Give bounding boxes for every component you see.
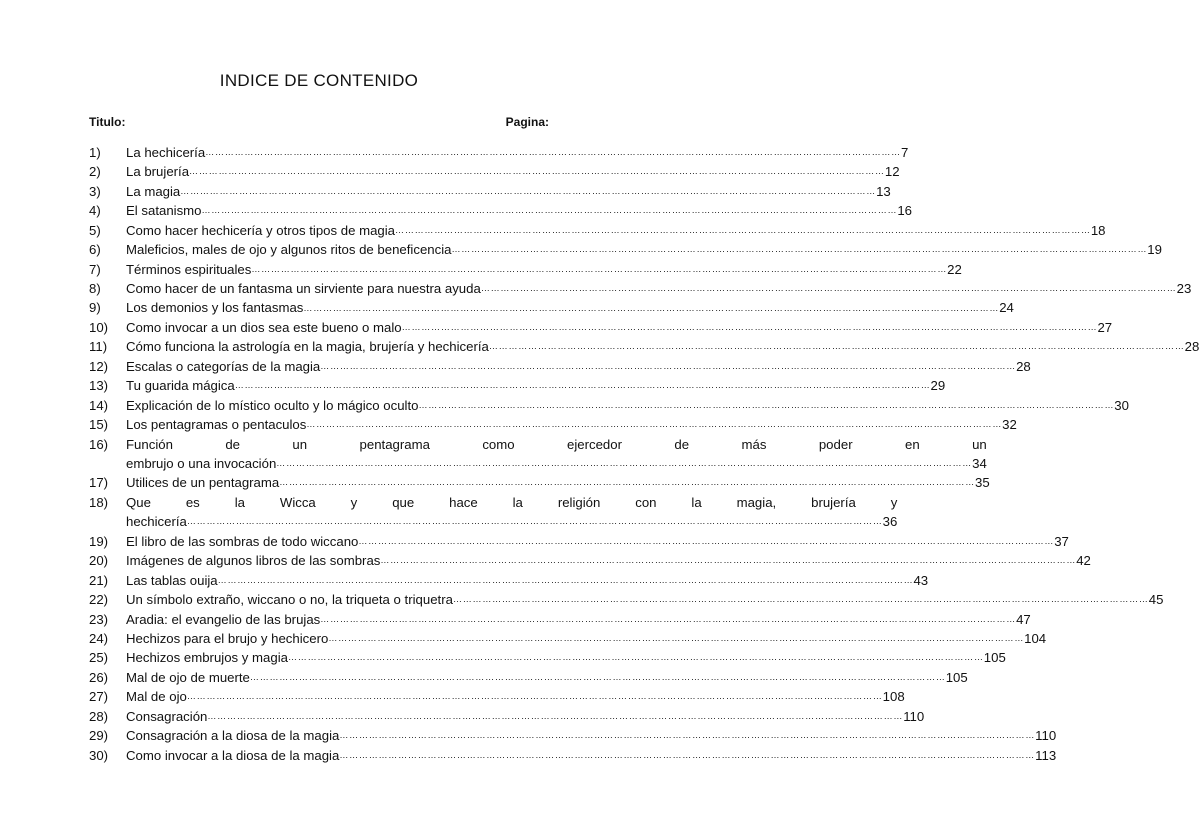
dot-leader (418, 396, 1114, 415)
toc-entry-number: 8) (89, 281, 101, 297)
toc-entry-title: Mal de ojo de muerte (126, 669, 250, 685)
toc-entry-number: 29) (89, 728, 109, 744)
toc-entry-page: 27 (1097, 319, 1113, 335)
toc-entry (89, 279, 1192, 298)
toc-entry-page: 22 (947, 261, 962, 277)
toc-entry (89, 260, 962, 279)
toc-entry-page: 34 (972, 455, 987, 471)
toc-entry-number: 11) (89, 339, 108, 355)
dot-leader (218, 571, 914, 590)
toc-entry-number: 24) (89, 630, 109, 646)
toc-entry-title-line: Que es la Wicca y que hace la religión con la magia, brujería y (126, 494, 898, 510)
toc-entry (89, 357, 1031, 376)
toc-entry-title: Los demonios y los fantasmas (126, 300, 304, 316)
toc-entry (89, 240, 1162, 259)
page-column-header: Pagina: (505, 115, 549, 129)
toc-entry-page: 37 (1054, 533, 1069, 549)
toc-entry (89, 396, 1129, 415)
page-title: INDICE DE CONTENIDO (219, 71, 419, 90)
toc-entry-page: 19 (1147, 242, 1162, 258)
dot-leader (276, 454, 972, 473)
toc-entry-number: 1) (89, 144, 101, 160)
toc-entry-page: 105 (983, 650, 1006, 666)
toc-entry (89, 707, 925, 726)
toc-entry (89, 473, 990, 492)
dot-leader (187, 687, 883, 706)
toc-entry-page: 16 (897, 203, 912, 219)
toc-entry (89, 143, 909, 162)
dot-leader (288, 648, 984, 667)
dot-leader (320, 610, 1016, 629)
toc-entry-page: 28 (1016, 358, 1031, 374)
toc-entry (89, 532, 1069, 551)
toc-entry-number: 7) (89, 261, 101, 277)
dot-leader (320, 357, 1016, 376)
toc-entry-number: 13) (89, 378, 109, 394)
table-of-contents (89, 143, 1199, 765)
toc-entry-page: 113 (1035, 747, 1057, 763)
toc-entry-number: 18) (89, 494, 109, 510)
dot-leader (339, 746, 1035, 765)
toc-entry (89, 610, 1031, 629)
toc-entry-title: hechicería (126, 514, 187, 530)
dot-leader (250, 668, 946, 687)
toc-entry-number: 12) (89, 358, 109, 374)
toc-entry-title: Utilices de un pentagrama (126, 475, 280, 491)
toc-entry-title: Consagración (126, 708, 208, 724)
toc-entry-title: Mal de ojo (126, 689, 187, 705)
toc-entry-number: 20) (89, 553, 109, 569)
toc-entry (89, 435, 987, 474)
toc-entry-number: 23) (89, 611, 109, 627)
toc-entry-page: 110 (1035, 728, 1057, 744)
dot-leader (395, 221, 1091, 240)
toc-entry-title: Como invocar a la diosa de la magia (126, 747, 340, 763)
toc-entry-page: 28 (1184, 339, 1199, 355)
toc-entry-title: La brujería (126, 164, 190, 180)
toc-entry-page: 13 (876, 183, 891, 199)
toc-entry-title: El libro de las sombras de todo wiccano (126, 533, 359, 549)
toc-entry-number: 6) (89, 242, 101, 258)
toc-entry-page: 24 (999, 300, 1014, 316)
dot-leader (453, 590, 1149, 609)
toc-entry (89, 376, 946, 395)
dot-leader (481, 279, 1177, 298)
toc-entry-title: Como hacer de un fantasma un sirviente para nuestra ayuda (126, 281, 481, 297)
toc-entry (89, 221, 1106, 240)
toc-entry-page: 7 (901, 144, 909, 160)
toc-entry-page: 104 (1024, 630, 1047, 646)
toc-entry-page: 35 (975, 475, 990, 491)
toc-entry-number: 9) (89, 300, 101, 316)
dot-leader (202, 201, 898, 220)
toc-entry-page: 42 (1076, 553, 1091, 569)
toc-entry-title: Un símbolo extraño, wiccano o no, la triqueta o triquetra (126, 592, 453, 608)
toc-entry (89, 648, 1006, 667)
dot-leader (328, 629, 1024, 648)
toc-entry-page: 105 (945, 669, 968, 685)
toc-entry-page: 18 (1090, 222, 1106, 238)
toc-entry (89, 687, 905, 706)
toc-entry-page: 47 (1016, 611, 1031, 627)
toc-entry-number: 15) (89, 417, 109, 433)
toc-entry-title-line: Función de un pentagrama como ejercedor de más poder en un (126, 436, 987, 452)
toc-entry (89, 668, 968, 687)
title-column-header: Titulo: (89, 115, 126, 129)
dot-leader (205, 143, 901, 162)
toc-entry-number: 21) (89, 572, 109, 588)
toc-entry (89, 629, 1047, 648)
toc-entry-title: Hechizos para el brujo y hechicero (126, 630, 329, 646)
toc-entry-number: 27) (89, 689, 109, 705)
toc-entry-page: 30 (1114, 397, 1129, 413)
toc-entry-number: 2) (89, 164, 101, 180)
dot-leader (489, 337, 1185, 356)
toc-entry-number: 14) (89, 397, 109, 413)
dot-leader (451, 240, 1147, 259)
dot-leader (380, 551, 1076, 570)
toc-entry-title: El satanismo (126, 203, 202, 219)
toc-entry-title: Como invocar a un dios sea este bueno o malo (126, 319, 402, 335)
toc-entry-number: 30) (89, 747, 109, 763)
toc-entry-page: 32 (1002, 417, 1017, 433)
toc-entry-number: 4) (89, 203, 101, 219)
toc-entry-page: 29 (930, 378, 946, 394)
dot-leader (306, 415, 1002, 434)
toc-entry (89, 162, 900, 181)
toc-entry (89, 726, 1057, 745)
dot-leader (279, 473, 975, 492)
toc-entry-title: Los pentagramas o pentaculos (126, 417, 307, 433)
toc-entry-title: Escalas o categorías de la magia (126, 358, 321, 374)
dot-leader (235, 376, 931, 395)
toc-entry-number: 3) (89, 183, 101, 199)
toc-entry-page: 45 (1148, 592, 1164, 608)
toc-entry (89, 551, 1091, 570)
toc-entry-title: Explicación de lo místico oculto y lo mágico oculto (126, 397, 419, 413)
toc-entry-title: La magia (126, 183, 181, 199)
dot-leader (251, 260, 947, 279)
dot-leader (339, 726, 1035, 745)
toc-entry-number: 26) (89, 669, 109, 685)
toc-entry-title: Cómo funciona la astrología en la magia, brujería y hechicería (126, 339, 489, 355)
toc-entry-title: Términos espirituales (126, 261, 252, 277)
toc-entry-number: 16) (89, 436, 109, 452)
toc-entry-title: La hechicería (126, 144, 206, 160)
toc-entry-page: 12 (884, 164, 900, 180)
toc-entry-title: Maleficios, males de ojo y algunos ritos de beneficencia (126, 242, 452, 258)
toc-entry (89, 337, 1199, 356)
toc-entry (89, 299, 1014, 318)
toc-entry-number: 25) (89, 650, 109, 666)
toc-entry (89, 415, 1017, 434)
toc-entry-page: 23 (1176, 281, 1192, 297)
toc-entry-page: 108 (882, 689, 905, 705)
toc-entry-page: 43 (913, 572, 929, 588)
toc-entry-page: 36 (882, 514, 898, 530)
toc-entry-number: 22) (89, 592, 109, 608)
toc-entry-number: 19) (89, 533, 109, 549)
toc-entry-title: Aradia: el evangelio de las brujas (126, 611, 321, 627)
toc-entry-title: Hechizos embrujos y magia (126, 650, 288, 666)
toc-entry-title: Como hacer hechicería y otros tipos de magia (126, 222, 396, 238)
dot-leader (180, 182, 876, 201)
toc-entry (89, 493, 898, 532)
toc-entry-title: Imágenes de algunos libros de las sombras (126, 553, 381, 569)
toc-entry (89, 571, 929, 590)
toc-entry (89, 590, 1164, 609)
dot-leader (358, 532, 1054, 551)
toc-entry-page: 110 (903, 708, 925, 724)
toc-entry-title: Tu guarida mágica (126, 378, 235, 394)
toc-header (89, 115, 549, 133)
dot-leader (303, 299, 999, 318)
toc-entry (89, 182, 891, 201)
toc-entry-number: 17) (89, 475, 109, 491)
dot-leader (402, 318, 1098, 337)
toc-entry (89, 201, 912, 220)
toc-entry (89, 746, 1057, 765)
toc-entry-number: 10) (89, 319, 109, 335)
toc-entry-title: Las tablas ouija (126, 572, 218, 588)
toc-entry-title: Consagración a la diosa de la magia (126, 728, 340, 744)
toc-entry-number: 5) (89, 222, 101, 238)
dot-leader (207, 707, 903, 726)
toc-entry (89, 318, 1113, 337)
toc-entry-title: embrujo o una invocación (126, 455, 277, 471)
toc-entry-number: 28) (89, 708, 109, 724)
dot-leader (187, 512, 883, 531)
dot-leader (189, 162, 885, 181)
